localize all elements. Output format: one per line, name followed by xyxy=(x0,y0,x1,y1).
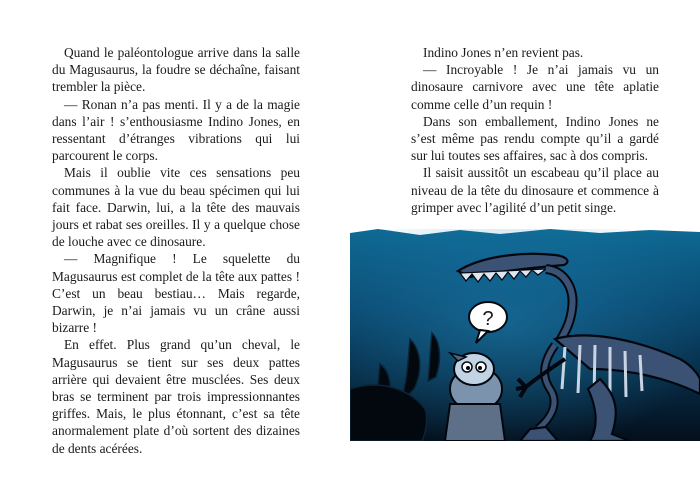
speech-bubble-text: ? xyxy=(482,308,494,330)
dinosaur-skeleton-illustration xyxy=(350,229,700,441)
paragraph: En effet. Plus grand qu’un cheval, le Magusaurus se tient sur ses deux pattes arrière qui devaient être musclées. Ses deux bras se terminent par trois impressionnantes griffes. Mais, le plus étonnant, c’est sa tête anormalement plate d’où sortent des dizaines de dents acérées. xyxy=(52,337,300,456)
paragraph: — Magnifique ! Le squelette du Magusaurus est complet de la tête aux pattes ! C’est un beau bestiau… Mais regarde, Darwin, je n’ai jamais vu un crâne aussi bizarre ! xyxy=(52,251,300,336)
paragraph: — Ronan n’a pas menti. Il y a de la magie dans l’air ! s’enthousiasme Indino Jones, en ressentant d’étranges vibrations qui lui parcourent le corps. xyxy=(52,96,300,164)
paragraph: Quand le paléontologue arrive dans la salle du Magusaurus, la foudre se déchaîne, faisant trembler la pièce. xyxy=(52,45,300,95)
right-text-column xyxy=(411,44,659,216)
paragraph: Il saisit aussitôt un escabeau qu’il place au niveau de la tête du dinosaure et commence à grimper avec l’agilité d’un petit singe. xyxy=(411,165,659,215)
paragraph: Dans son emballement, Indino Jones ne s’est même pas rendu compte qu’il a gardé sur lui toutes ses affaires, sac à dos compris. xyxy=(411,113,659,164)
paragraph: Mais il oublie vite ces sensations peu communes à la vue du beau spécimen qui lui fait face. Darwin, lui, a la tête des mauvais jours et rabat ses oreilles. Il y a quelque chose de louche avec ce dinosaure. xyxy=(52,165,300,250)
paragraph: — Incroyable ! Je n’ai jamais vu un dinosaure carnivore avec une tête aplatie comme celle d’un requin ! xyxy=(411,62,659,112)
left-text-column xyxy=(52,44,300,457)
illustration-svg xyxy=(350,229,700,441)
paragraph: Indino Jones n’en revient pas. xyxy=(423,45,584,60)
